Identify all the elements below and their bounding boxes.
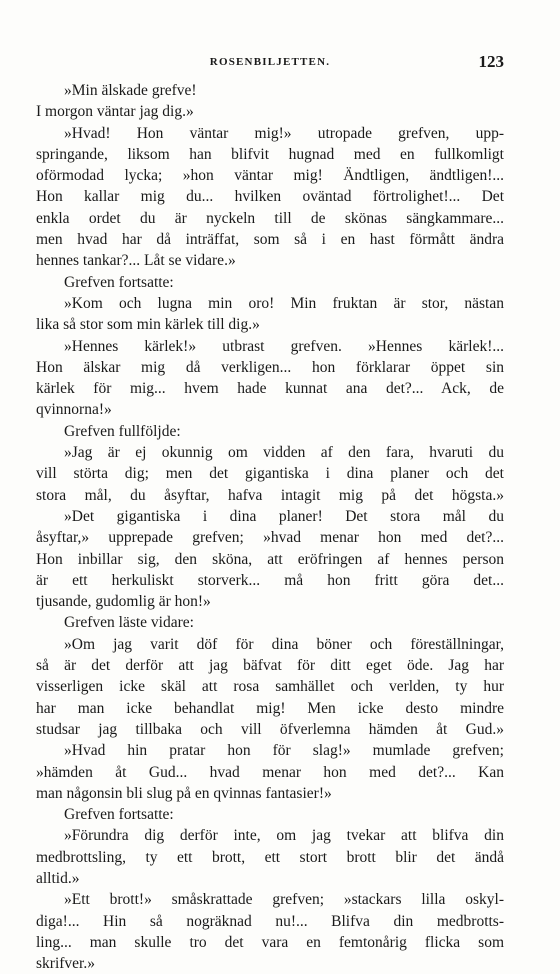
text-line: ling... man skulle tro det vara en femtonårig flicka som — [36, 933, 504, 951]
text-line: tjusande, gudomlig är hon!» — [36, 593, 211, 611]
text-line: åsyftar,» upprepade grefven; »hvad menar hon med det?... — [36, 529, 504, 547]
body-text — [36, 80, 504, 974]
text-line: har man icke behandlat mig! Men icke desto mindre — [36, 699, 504, 717]
text-line: men hvad har då inträffat, som så i en hast förmått ändra — [36, 231, 504, 249]
text-line: Grefven läste vidare: — [64, 614, 194, 632]
text-line: studsar jag tillbaka och vill öfverlemna hämden åt Gud.» — [36, 720, 504, 738]
text-line: så är det derför att jag bäfvat för ditt eget öde. Jag har — [36, 657, 504, 675]
text-line: »Om jag varit döf för dina böner och föreställningar, — [64, 635, 504, 653]
text-line: medbrottsling, ty ett brott, ett stort brott blir det ändå — [36, 848, 504, 866]
text-line: kärlek för mig... hvem hade kunnat ana det?... Ack, de — [36, 380, 504, 398]
text-line: Hon kallar mig du... hvilken oväntad förtrolighet!... Det — [36, 188, 504, 206]
text-line: »Jag är ej okunnig om vidden af den fara, hvaruti du — [64, 444, 504, 462]
text-line: enkla ordet du är nyckeln till de skönas sängkammare... — [36, 209, 504, 227]
text-line: lika så stor som min kärlek till dig.» — [36, 316, 260, 334]
page-number: 123 — [478, 52, 504, 71]
text-line: Hon älskar mig då verkligen... hon förklarar öppet sin — [36, 358, 504, 376]
text-line: alltid.» — [36, 869, 80, 887]
text-line: »Hennes kärlek!» utbrast grefven. »Hennes kärlek!... — [64, 337, 504, 355]
text-line: Grefven fortsatte: — [64, 806, 174, 824]
text-line: Grefven fortsatte: — [64, 273, 174, 291]
running-title: ROSENBILJETTEN. — [209, 56, 331, 68]
text-line: »Hvad hin pratar hon för slag!» mumlade grefven; — [64, 742, 504, 760]
text-line: »Kom och lugna min oro! Min fruktan är stor, nästan — [64, 294, 504, 312]
text-line: skrifver.» — [36, 955, 95, 973]
text-line: oförmodad lycka; »hon väntar mig! Ändtligen, ändtligen!... — [36, 167, 504, 185]
text-line: visserligen icke skäl att rosa samhället och verlden, ty hur — [36, 678, 504, 696]
text-line: Grefven fullföljde: — [64, 422, 181, 440]
text-line: »hämden åt Gud... hvad menar hon med det?... Kan — [36, 763, 504, 781]
text-line: är ett herkuliskt storverk... må hon fritt göra det... — [36, 571, 504, 589]
text-line: hennes tankar?... Låt se vidare.» — [36, 252, 236, 270]
text-line: stora mål, du åsyftar, hafva intagit mig på det högsta.» — [36, 486, 504, 504]
text-line: man någonsin bli slug på en qvinnas fantasier!» — [36, 784, 332, 802]
text-line: »Ett brott!» småskrattade grefven; »stackars lilla oskyl- — [64, 891, 504, 909]
text-line: »Hvad! Hon väntar mig!» utropade grefven, upp- — [64, 124, 504, 142]
text-line: springande, liksom han blifvit hugnad med en fullkomligt — [36, 145, 504, 163]
text-line: diga!... Hin så nogräknad nu!... Blifva din medbrotts- — [36, 912, 504, 930]
text-line: I morgon väntar jag dig.» — [36, 103, 194, 121]
text-line: »Min älskade grefve! — [64, 82, 197, 99]
page-header — [36, 52, 504, 72]
text-line: Hon inbillar sig, den sköna, att eröfringen af hennes person — [36, 550, 504, 568]
text-line: »Det gigantiska i dina planer! Det stora mål du — [64, 507, 504, 525]
text-line: vill störta dig; men det gigantiska i dina planer och det — [36, 465, 504, 483]
text-line: qvinnorna!» — [36, 401, 112, 419]
text-line: »Förundra dig derför inte, om jag tvekar att blifva din — [64, 827, 504, 845]
